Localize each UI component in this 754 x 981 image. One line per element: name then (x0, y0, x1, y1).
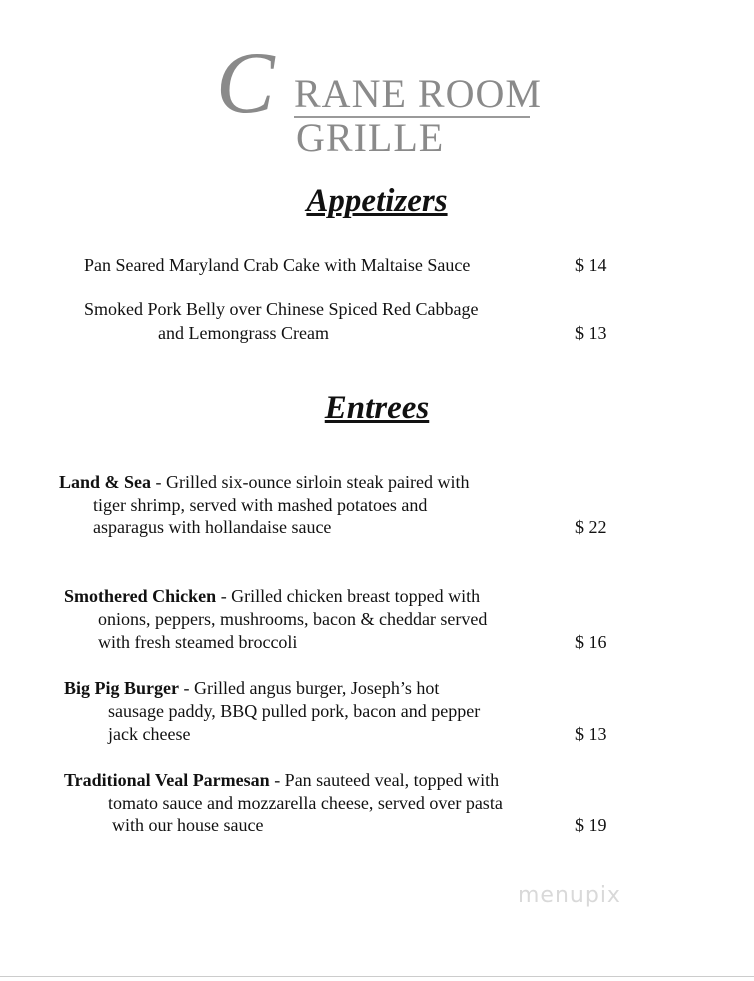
appetizer-1-line-1: Pan Seared Maryland Crab Cake with Maltaise Sauce (84, 255, 471, 275)
entree-1-price: $ 22 (575, 517, 607, 537)
appetizer-2-line-2: and Lemongrass Cream (158, 323, 329, 343)
entree-3-price: $ 13 (575, 724, 607, 744)
entree-2-price: $ 16 (575, 632, 607, 652)
entree-2-desc: - Grilled chicken breast topped with (216, 586, 481, 606)
entree-1-line-3: asparagus with hollandaise sauce (93, 517, 332, 537)
restaurant-logo (216, 35, 542, 162)
entree-4-price: $ 19 (575, 815, 607, 835)
entree-3-line-2: sausage paddy, BBQ pulled pork, bacon and pepper (108, 701, 481, 721)
entree-4-name: Traditional Veal Parmesan (64, 770, 270, 790)
logo-name-line1: RANE ROOM (294, 71, 542, 116)
entree-3-name: Big Pig Burger (64, 678, 179, 698)
entrees-heading: Entrees (324, 390, 430, 426)
entree-1-line-1 (59, 472, 469, 493)
entree-4-line-1 (64, 770, 499, 791)
entree-2-line-2: onions, peppers, mushrooms, bacon & cheddar served (98, 609, 488, 629)
appetizers-heading: Appetizers (306, 183, 448, 219)
logo-name-line2: GRILLE (296, 115, 445, 160)
menupix-watermark: menupix (518, 883, 621, 908)
entree-4-line-3: with our house sauce (112, 815, 264, 835)
entree-3-line-1 (64, 678, 439, 699)
entree-3-line-3: jack cheese (108, 724, 191, 744)
entree-2-line-3: with fresh steamed broccoli (98, 632, 298, 652)
entree-4-desc: - Pan sauteed veal, topped with (269, 770, 500, 790)
appetizer-2-price: $ 13 (575, 323, 607, 343)
entree-4-line-2: tomato sauce and mozzarella cheese, served over pasta (108, 793, 503, 813)
appetizer-2-line-1: Smoked Pork Belly over Chinese Spiced Red Cabbage (84, 299, 479, 319)
entree-1-desc: - Grilled six-ounce sirloin steak paired with (151, 472, 470, 492)
entree-2-line-1 (64, 586, 480, 607)
entree-1-name: Land & Sea (59, 472, 152, 492)
logo-monogram: C (216, 35, 275, 132)
entree-2-name: Smothered Chicken (64, 586, 217, 606)
page-bottom-border (0, 976, 754, 977)
appetizer-1-price: $ 14 (575, 255, 607, 275)
entree-3-desc: - Grilled angus burger, Joseph’s hot (179, 678, 440, 698)
entree-1-line-2: tiger shrimp, served with mashed potatoes and (93, 495, 428, 515)
